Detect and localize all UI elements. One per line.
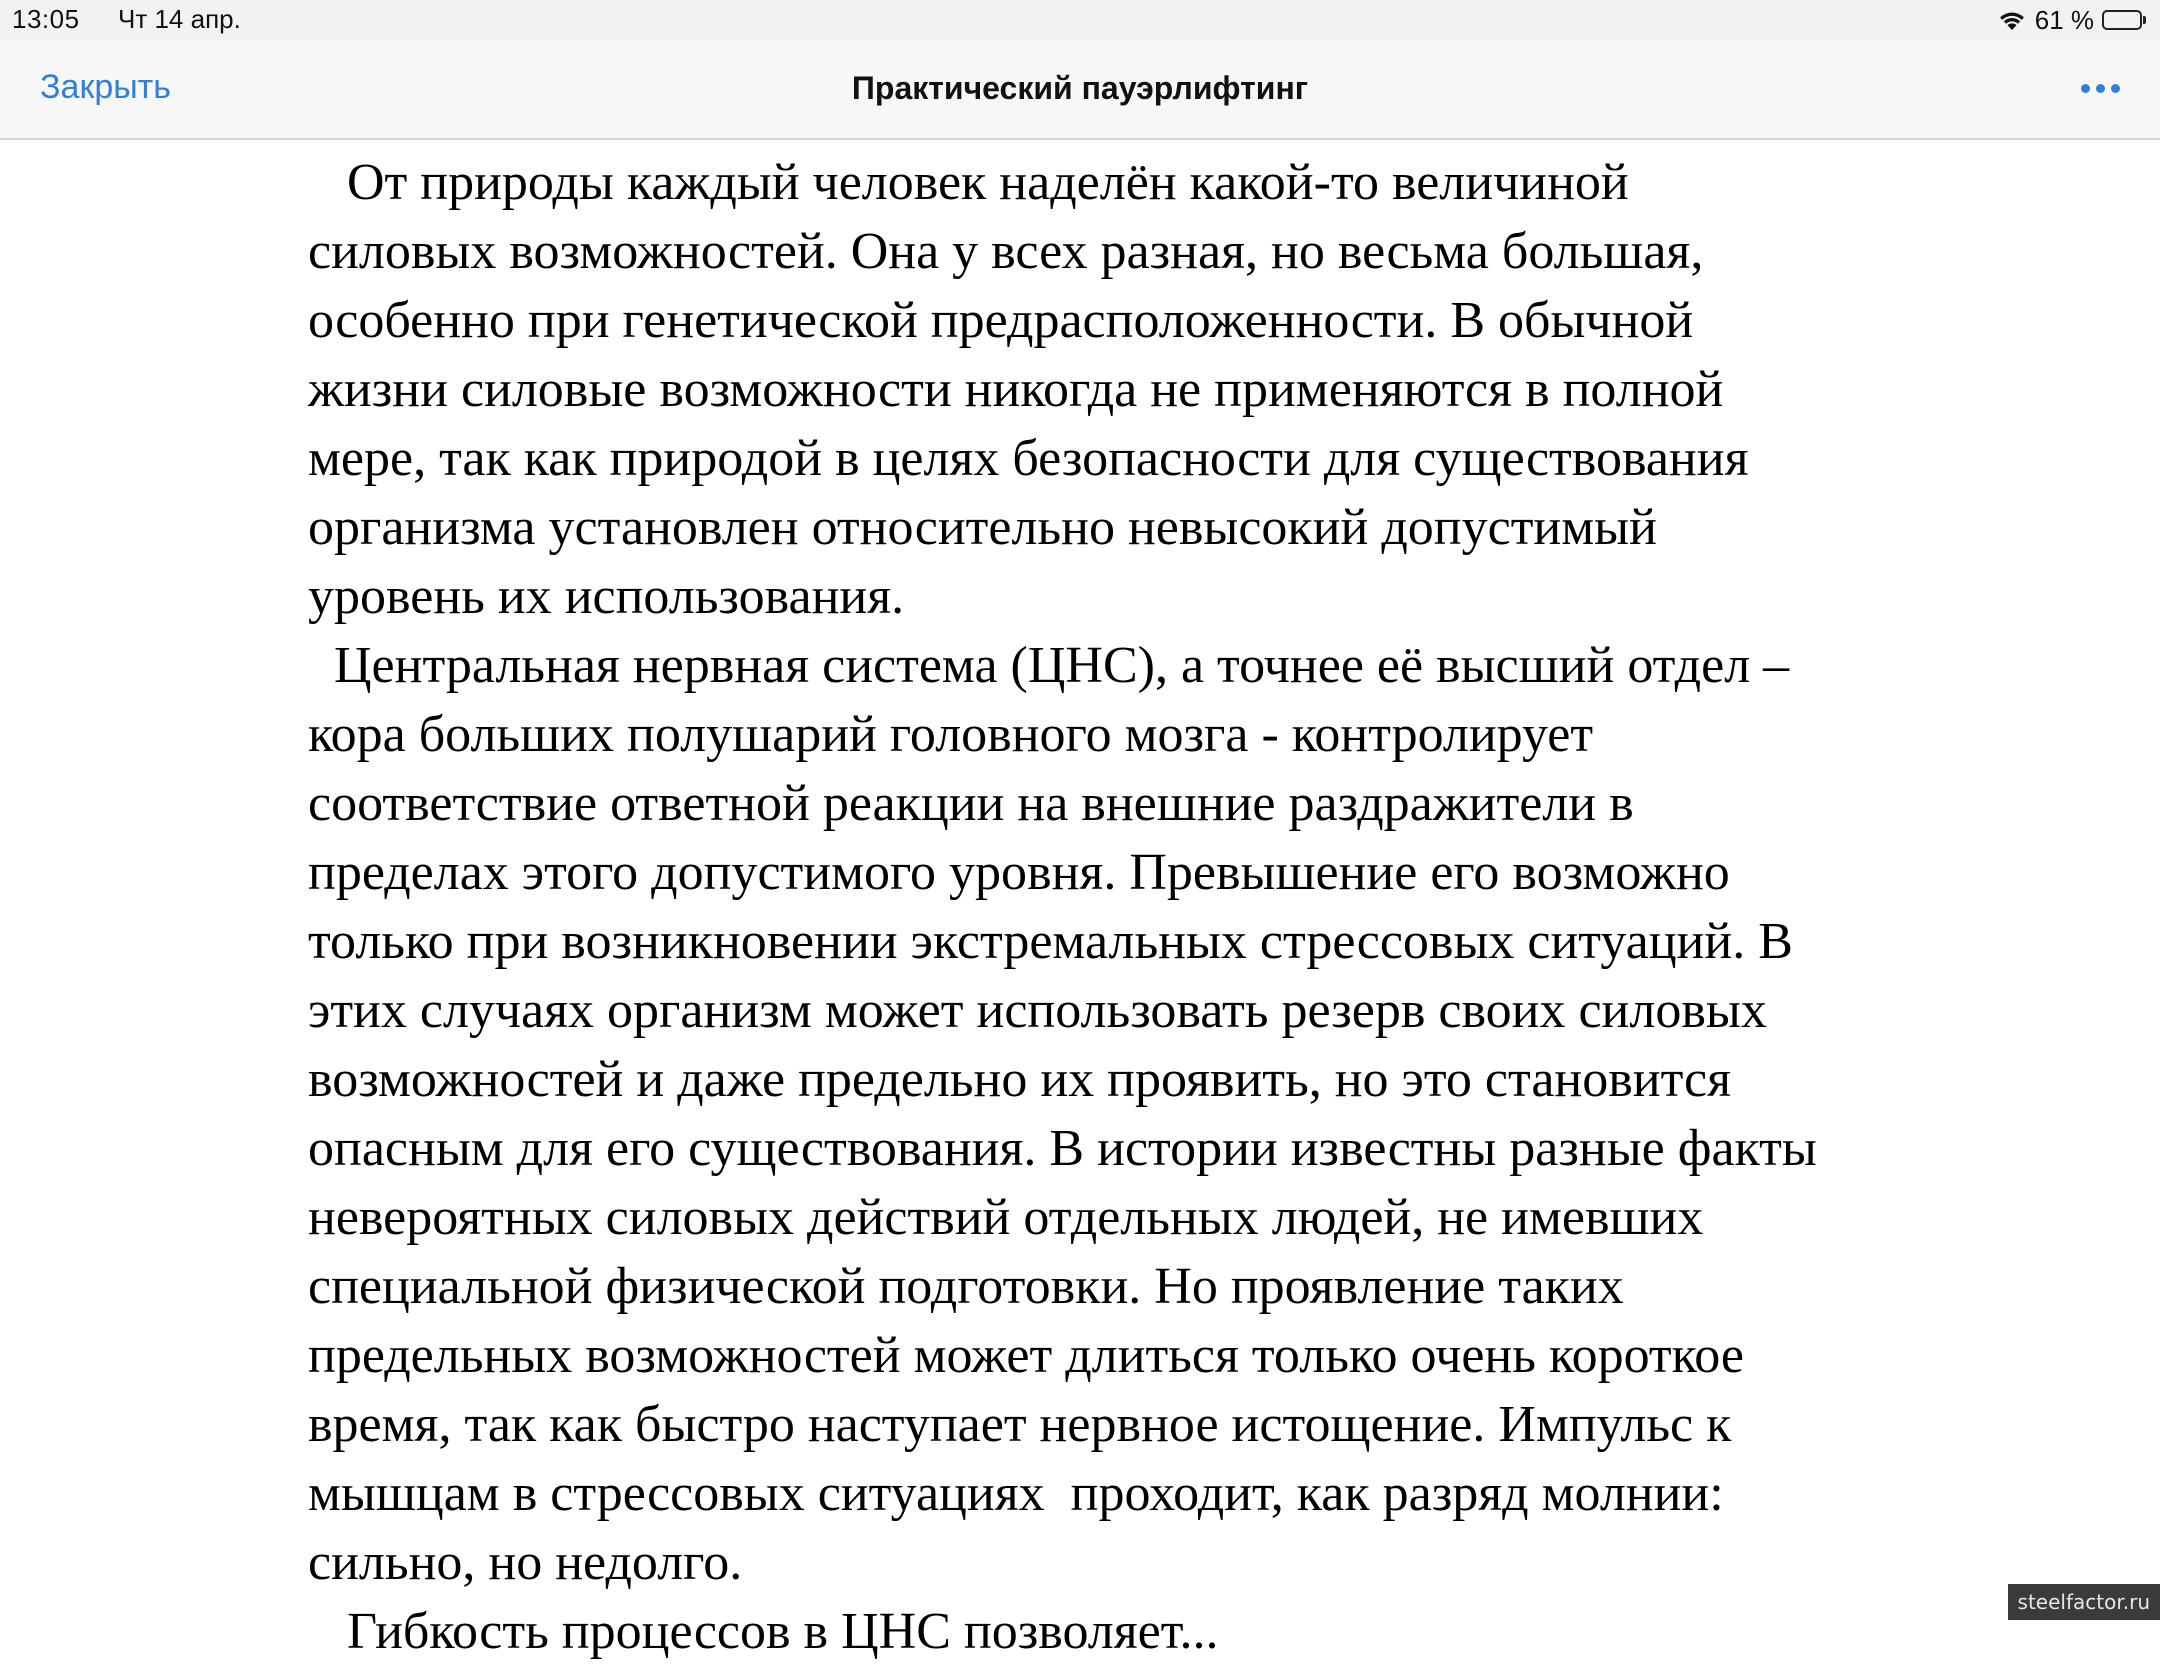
- text-line: уровень их использования.: [308, 568, 905, 625]
- close-button[interactable]: Закрыть: [40, 68, 171, 106]
- text-line: жизни силовые возможности никогда не применяются в полной: [308, 361, 1724, 418]
- text-line: Центральная нервная система (ЦНС), а точнее её высший отдел –: [308, 637, 1790, 694]
- status-date: Чт 14 апр.: [118, 4, 241, 34]
- text-line: организма установлен относительно невысокий допустимый: [308, 499, 1657, 556]
- text-line: Гибкость процессов в ЦНС позволяет...: [308, 1603, 1219, 1660]
- wifi-icon: [1997, 8, 2027, 32]
- status-indicators: [1997, 4, 2148, 36]
- book-text: [308, 148, 2028, 1666]
- text-line: мере, так как природой в целях безопасности для существования: [308, 430, 1749, 487]
- book-title: Практический пауэрлифтинг: [851, 70, 1309, 106]
- status-bar: [0, 0, 2160, 40]
- battery-percent: 61 %: [2034, 4, 2094, 35]
- text-line: предельных возможностей может длиться только очень короткое: [308, 1327, 1744, 1384]
- text-line: только при возникновении экстремальных стрессовых ситуаций. В: [308, 913, 1793, 970]
- navigation-bar: [0, 40, 2160, 140]
- reader-page[interactable]: [0, 142, 2160, 1660]
- text-line: силовых возможностей. Она у всех разная, но весьма большая,: [308, 223, 1704, 280]
- text-line: опасным для его существования. В истории известны разные факты: [308, 1120, 1817, 1177]
- battery-icon: [2102, 9, 2148, 31]
- text-line: невероятных силовых действий отдельных людей, не имевших: [308, 1189, 1704, 1246]
- text-line: кора больших полушарий головного мозга - контролирует: [308, 706, 1594, 763]
- watermark: steelfactor.ru: [2008, 1584, 2160, 1620]
- text-line: время, так как быстро наступает нервное истощение. Импульс к: [308, 1396, 1732, 1453]
- ellipsis-icon[interactable]: [2081, 78, 2120, 99]
- text-line: особенно при генетической предрасположенности. В обычной: [308, 292, 1694, 349]
- text-line: мышцам в стрессовых ситуациях проходит, как разряд молнии:: [308, 1465, 1724, 1522]
- text-line: возможностей и даже предельно их проявить, но это становится: [308, 1051, 1731, 1108]
- text-line: От природы каждый человек наделён какой-то величиной: [308, 154, 1629, 211]
- text-line: соответствие ответной реакции на внешние раздражители в: [308, 775, 1634, 832]
- text-line: сильно, но недолго.: [308, 1534, 743, 1591]
- text-line: пределах этого допустимого уровня. Превышение его возможно: [308, 844, 1730, 901]
- status-time: 13:05: [12, 4, 80, 34]
- text-line: этих случаях организм может использовать резерв своих силовых: [308, 982, 1767, 1039]
- text-line: специальной физической подготовки. Но проявление таких: [308, 1258, 1624, 1315]
